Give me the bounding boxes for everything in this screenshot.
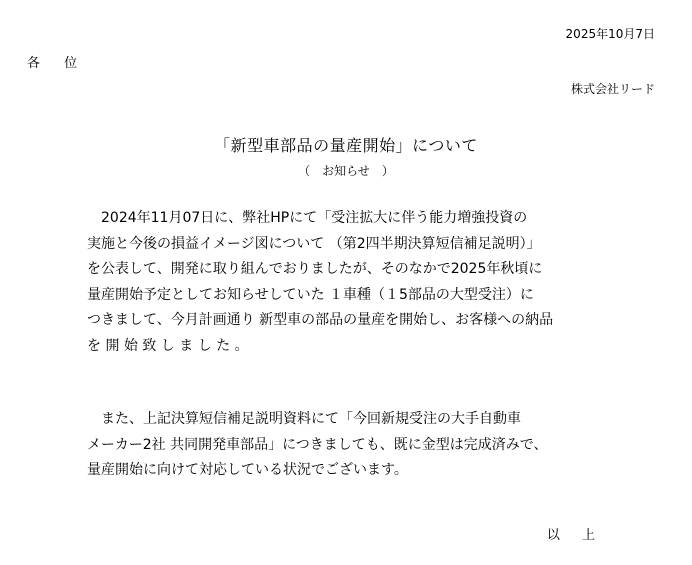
closing-mark: 以 上 — [546, 528, 604, 543]
document-date: 2025年10月7日 — [565, 27, 655, 41]
paragraph-line: 量産開始予定としてお知らせしていた １車種（１5部品の大型受注）に — [87, 286, 534, 303]
document-subtitle: （ お知らせ ） — [298, 164, 394, 178]
recipient-line: 各 位 — [27, 56, 88, 71]
paragraph-line: を 開 始 致 し ま し た 。 — [87, 337, 249, 354]
document-title: 「新型車部品の量産開始」について — [214, 136, 478, 155]
paragraph-line: 量産開始に向けて対応している状況でございます。 — [87, 462, 408, 479]
paragraph-line: メーカー2社 共同開発車部品」につきましても、既に金型は完成済みで、 — [87, 436, 548, 453]
paragraph-line: また、上記決算短信補足説明資料にて「今回新規受注の大手自動車 — [87, 411, 521, 427]
paragraph-line: つきまして、今月計画通り 新型車の部品の量産を開始し、お客様への納品 — [87, 312, 554, 329]
paragraph-line: を公表して、開発に取り組んでおりましたが、そのなかで2025年秋頃に — [87, 261, 543, 278]
paragraph-line: 実施と今後の損益イメージ図について （第2四半期決算短信補足説明）」 — [87, 235, 541, 252]
paragraph-line: 2024年11月07日に、弊社HPにて「受注拡大に伴う能力増強投資の — [87, 210, 528, 226]
body-paragraph-1 — [87, 206, 627, 360]
body-paragraph-2 — [87, 407, 627, 484]
company-name: 株式会社リード — [570, 82, 655, 96]
